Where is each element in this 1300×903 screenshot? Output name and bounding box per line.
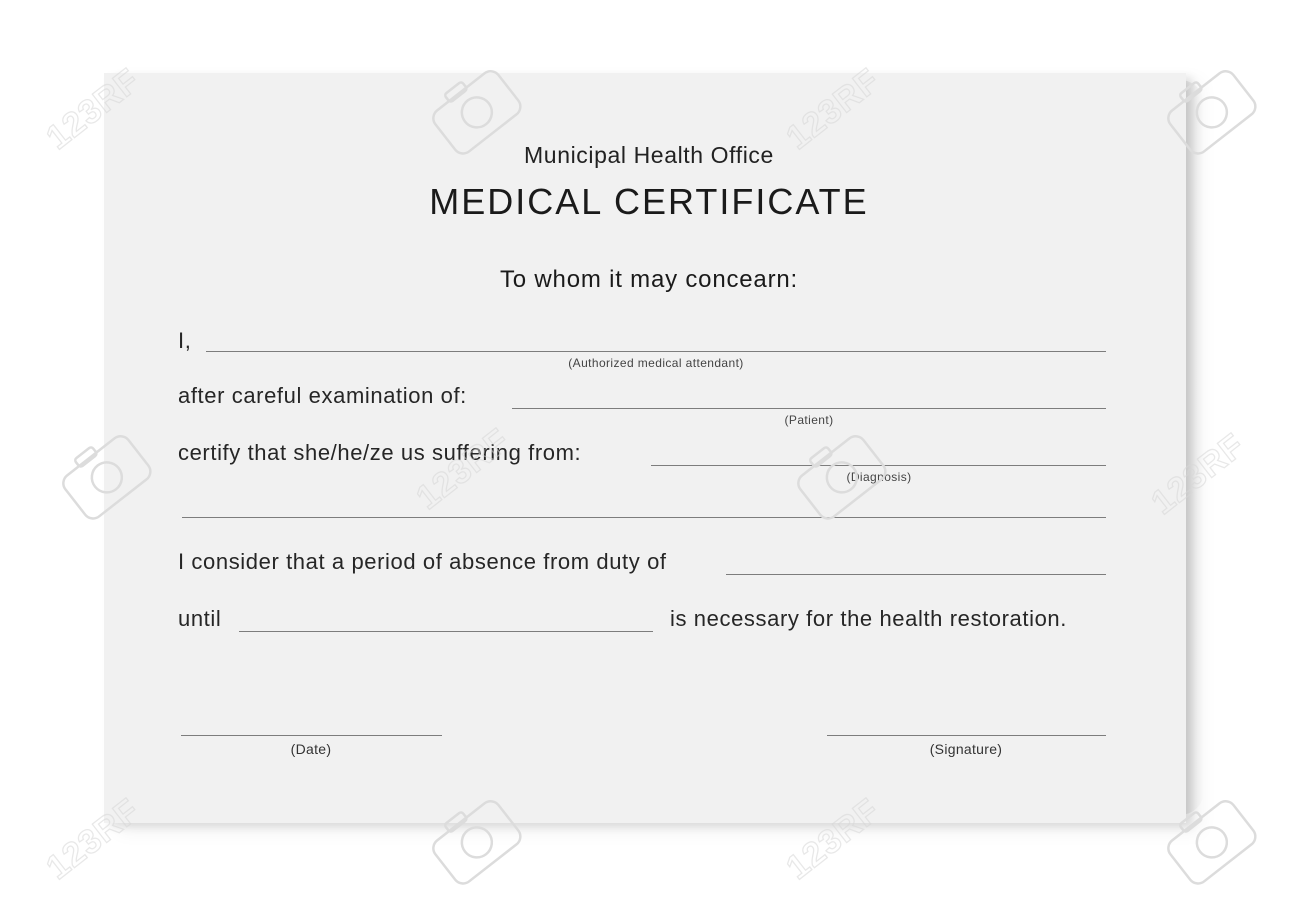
until-prefix: until [178, 606, 222, 631]
date-caption: (Date) [290, 741, 332, 757]
restoration-suffix: is necessary for the health restoration. [670, 606, 1067, 631]
diagnosis-caption: (Diagnosis) [846, 470, 912, 484]
attendant-prefix: I, [178, 328, 192, 353]
examination-prefix: after careful examination of: [178, 383, 467, 408]
date-line [181, 735, 442, 736]
attendant-line [206, 351, 1106, 352]
camera-watermark-icon [420, 785, 530, 895]
patient-line [512, 408, 1106, 409]
camera-watermark-icon [1155, 55, 1265, 165]
signature-caption: (Signature) [929, 741, 1003, 757]
camera-watermark-icon [50, 420, 160, 530]
absence-period-line [726, 574, 1106, 575]
camera-watermark-icon [420, 55, 530, 165]
signature-line [827, 735, 1106, 736]
attendant-caption: (Authorized medical attendant) [568, 356, 744, 370]
certificate-title: MEDICAL CERTIFICATE [429, 181, 869, 222]
greeting: To whom it may concearn: [500, 266, 798, 293]
camera-watermark-icon [785, 420, 895, 530]
office-name: Municipal Health Office [524, 142, 774, 168]
watermark-text: 123RF [39, 791, 148, 888]
absence-prefix: I consider that a period of absence from duty of [178, 549, 667, 574]
until-date-line [239, 631, 653, 632]
diagnosis-continuation-line [182, 517, 1106, 518]
patient-caption: (Patient) [784, 413, 834, 427]
diagnosis-prefix: certify that she/he/ze us suffering from: [178, 440, 582, 465]
camera-watermark-icon [1155, 785, 1265, 895]
watermark-text: 123RF [779, 791, 888, 888]
watermark-text: 123RF [39, 61, 148, 158]
